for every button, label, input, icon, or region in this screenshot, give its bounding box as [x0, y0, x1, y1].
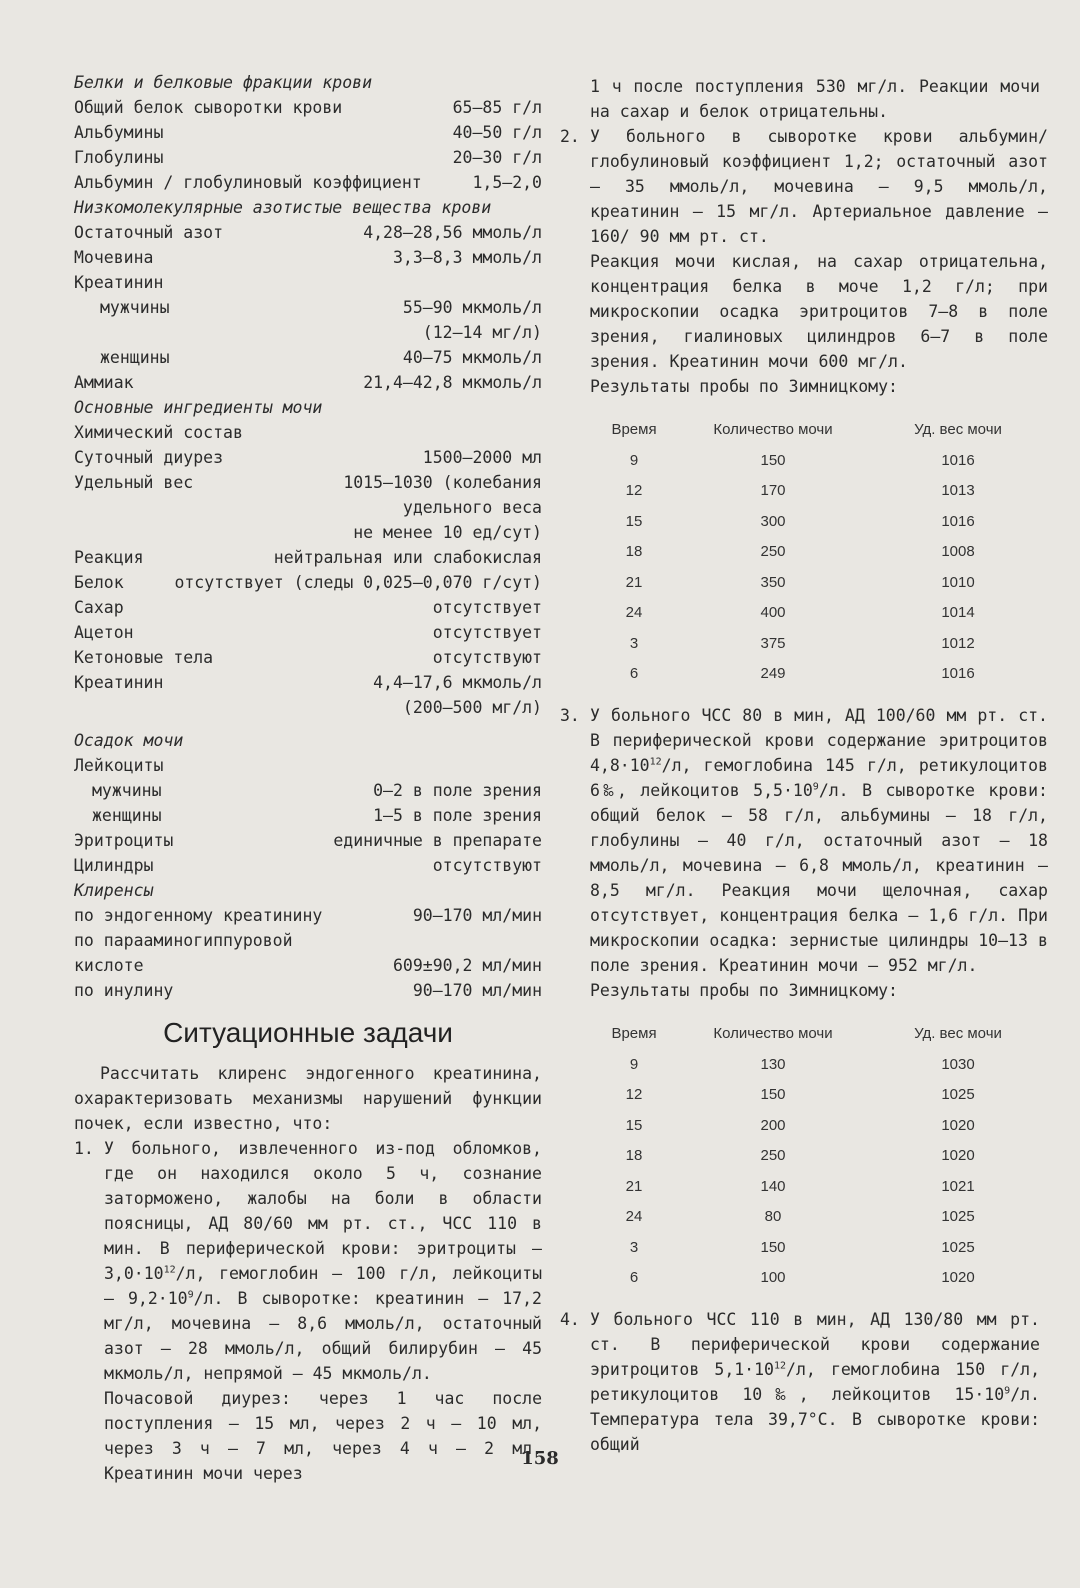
ref-row: мужчины 55–90 мкмоль/л: [100, 298, 542, 317]
table-cell: 1021: [941, 1177, 975, 1195]
task-paragraph: Результаты пробы по Зимницкому:: [590, 377, 898, 396]
ref-row: Химический состав: [74, 423, 243, 442]
table-cell: Уд. вес мочи: [914, 420, 1002, 438]
table-cell: 3: [629, 1238, 639, 1256]
table-cell: 1020: [941, 1116, 975, 1134]
ref-value-cont: удельного веса: [402, 498, 542, 517]
table-row: [590, 1141, 1048, 1172]
table-cell: 21: [625, 1177, 643, 1195]
table-cell: 9: [629, 451, 639, 469]
table-cell: 200: [760, 1116, 786, 1134]
task-paragraph: Реакция мочи кислая, на сахар отрицательна, концентрация белка в моче 1,2 г/л; при микроскопии осадка эритроцитов 7–8 в поле зрения, гиалиновых цилиндров 6–7 в поле зрения. Креатинин мочи 600 мг/л.: [590, 252, 1048, 371]
ref-row: Аммиак 21,4–42,8 мкмоль/л: [74, 373, 542, 392]
table-cell: 1010: [941, 573, 975, 591]
ref-row: Ацетон отсутствует: [74, 623, 542, 642]
table-header-row: [590, 1017, 1048, 1049]
ref-row: Эритроциты единичные в препарате: [74, 831, 542, 850]
ref-row: Кетоновые тела отсутствуют: [74, 648, 542, 667]
table-cell: 24: [625, 604, 643, 622]
table-row: [590, 1171, 1048, 1202]
table-cell: 12: [625, 482, 643, 500]
table-cell: 1014: [941, 604, 975, 622]
table-row: [590, 1232, 1048, 1263]
table-row: [590, 628, 1048, 659]
table-cell: 1020: [941, 1269, 975, 1287]
heading-sediment: Осадок мочи: [74, 731, 184, 750]
table-cell: 350: [760, 573, 786, 591]
ref-row: Цилиндры отсутствуют: [74, 856, 542, 875]
ref-value-cont: (12–14 мг/л): [422, 323, 542, 342]
task-paragraph: У больного ЧСС 110 в мин, АД 130/80 мм рт. ст. В периферической крови содержание эритроцитов $5,1\cdot 10^{12}/л$, гемоглобина 150 г/л, ретикулоцитов 10‰, лейкоцитов $15\cdot 10^9/л$. Температура тела 39,7°С. В сыворотке крови: общий: [590, 1310, 1040, 1454]
table-row: [590, 1110, 1048, 1141]
intro-paragraph: Рассчитать клиренс эндогенного креатинина, охарактеризовать механизмы нарушений функции почек, если известно, что:: [74, 1064, 542, 1133]
heading-nitrogen: Низкомолекулярные азотистые вещества крови: [74, 198, 492, 217]
ref-row: Лейкоциты: [74, 756, 164, 775]
task-1: [74, 1136, 542, 1486]
task-paragraph: У больного ЧСС 80 в мин, АД 100/60 мм рт. ст. В периферической крови содержание эритроцитов $4,8\cdot 10^{12}/л$, гемоглобина 145 г/л, ретикулоцитов 6‰, лейкоцитов $5,5\cdot 10^9/л$. В сыворотке крови: общий белок — 58 г/л, альбумины — 18 г/л, глобулины — 40 г/л, остаточный азот — 18 ммоль/л, мочевина — 6,8 ммоль/л, креатинин — 8,5 мг/л. Реакция мочи щелочная, сахар отсутствует, концентрация белка — 1,6 г/л. При микроскопии осадка: зернистые цилиндры 10–13 в поле зрения. Креатинин мочи — 952 мг/л.: [590, 706, 1048, 975]
table-row: [590, 537, 1048, 568]
table-cell: Количество мочи: [713, 420, 833, 438]
table-row: [590, 1080, 1048, 1111]
table-cell: Время: [611, 1024, 657, 1042]
task-paragraph: Почасовой диурез: через 1 час после поступления — 15 мл, через 2 ч — 10 мл, через 3 ч — 7 мл, через 4 ч — 2 мл. Креатинин мочи через: [104, 1389, 542, 1483]
ref-row: Белок отсутствует (следы 0,025–0,070 г/сут): [74, 573, 542, 592]
section-title: Ситуационные задачи: [163, 1017, 453, 1048]
ref-row: женщины 40–75 мкмоль/л: [100, 348, 542, 367]
table-cell: 249: [760, 665, 786, 683]
table-cell: 130: [760, 1055, 786, 1073]
table-row: [590, 659, 1048, 690]
table-cell: 400: [760, 604, 786, 622]
ref-row: Реакция нейтральная или слабокислая: [74, 548, 542, 567]
ref-row: по парааминогиппуровой: [74, 931, 293, 950]
table-row: [590, 506, 1048, 537]
ref-row: Креатинин: [74, 273, 164, 292]
ref-row: женщины 1–5 в поле зрения: [92, 806, 542, 825]
ref-value-cont: (200–500 мг/л): [402, 698, 542, 717]
heading-clearance: Клиренсы: [74, 881, 154, 900]
task-number: 2.: [560, 127, 580, 146]
ref-row: по эндогенному креатинину 90–170 мл/мин: [74, 906, 542, 925]
table-cell: 12: [625, 1086, 643, 1104]
ref-row: Альбумины 40–50 г/л: [74, 123, 542, 142]
table-cell: 250: [760, 1147, 786, 1165]
ref-row: Сахар отсутствует: [74, 598, 542, 617]
table-cell: 15: [625, 1116, 643, 1134]
table-cell: 21: [625, 573, 643, 591]
heading-proteins: Белки и белковые фракции крови: [74, 73, 373, 92]
task-paragraph: 1 ч после поступления 530 мг/л. Реакции мочи на сахар и белок отрицательны.: [590, 77, 1040, 121]
ref-row: Удельный вес 1015–1030 (колебания: [74, 473, 542, 492]
table-row: [590, 598, 1048, 629]
table-cell: 1013: [941, 482, 975, 500]
ref-row: Глобулины 20–30 г/л: [74, 148, 542, 167]
table-cell: 18: [625, 543, 643, 561]
table-cell: 1008: [941, 543, 975, 561]
right-column: [560, 74, 1048, 1457]
table-row: [590, 567, 1048, 598]
table-cell: 9: [629, 1055, 639, 1073]
task-paragraph: У больного в сыворотке крови альбумин/глобулиновый коэффициент 1,2; остаточный азот — 35 ммоль/л, мочевина — 9,5 ммоль/л, креатинин — 15 мг/л. Артериальное давление — 160/ 90 мм рт. ст.: [590, 127, 1048, 246]
zimnitsky-table: [590, 413, 1048, 689]
table-cell: 1025: [941, 1238, 975, 1256]
table-cell: 24: [625, 1208, 643, 1226]
task-number: 4.: [560, 1310, 580, 1329]
task-2: [560, 124, 1048, 689]
task-number: 3.: [560, 706, 580, 725]
table-cell: Уд. вес мочи: [914, 1024, 1002, 1042]
zimnitsky-table: [590, 1017, 1048, 1293]
table-cell: 140: [760, 1177, 786, 1195]
table-cell: 100: [760, 1269, 786, 1287]
left-column: [74, 70, 542, 1486]
table-cell: 250: [760, 543, 786, 561]
task-paragraph: У больного, извлеченного из-под обломков, где он находился около 5 ч, сознание заторможено, жалобы на боли в области поясницы, АД 80/60 мм рт. ст., ЧСС 110 в мин. В периферической крови: эритроциты — $3,0\cdot 10^{12}/л$, гемоглобин — 100 г/л, лейкоциты — $9,2\cdot 10^9/л$. В сыворотке: креатинин — 17,2 мг/л, мочевина — 8,6 ммоль/л, остаточный азот — 28 ммоль/л, общий билирубин — 45 мкмоль/л, непрямой — 45 мкмоль/л.: [104, 1139, 542, 1383]
table-cell: 170: [760, 482, 786, 500]
table-row: [590, 1049, 1048, 1080]
task-1-continued: [560, 74, 1040, 124]
table-cell: 375: [760, 634, 786, 652]
table-cell: 15: [625, 512, 643, 530]
table-cell: 3: [629, 634, 639, 652]
table-cell: 1020: [941, 1147, 975, 1165]
ref-value-cont: не менее 10 ед/сут): [353, 523, 542, 542]
table-row: [590, 445, 1048, 476]
ref-row: Суточный диурез 1500–2000 мл: [74, 448, 542, 467]
table-cell: 150: [760, 1238, 786, 1256]
table-cell: 6: [629, 665, 639, 683]
task-number: 1.: [74, 1139, 94, 1158]
table-cell: 1030: [941, 1055, 975, 1073]
ref-row: Общий белок сыворотки крови 65–85 г/л: [74, 98, 542, 117]
table-row: [590, 476, 1048, 507]
table-cell: 1016: [941, 512, 975, 530]
table-header-row: [590, 413, 1048, 445]
table-cell: 1016: [941, 451, 975, 469]
table-cell: 18: [625, 1147, 643, 1165]
ref-row: Мочевина 3,3–8,3 ммоль/л: [74, 248, 542, 267]
table-cell: 80: [764, 1208, 782, 1226]
table-cell: Количество мочи: [713, 1024, 833, 1042]
table-cell: 1012: [941, 634, 975, 652]
table-row: [590, 1263, 1048, 1294]
table-cell: 6: [629, 1269, 639, 1287]
ref-row: Альбумин / глобулиновый коэффициент 1,5–2,0: [74, 173, 542, 192]
table-cell: 1016: [941, 665, 975, 683]
table-cell: 150: [760, 1086, 786, 1104]
page-number: 158: [521, 1448, 559, 1469]
table-cell: 1025: [941, 1086, 975, 1104]
ref-row: Креатинин 4,4–17,6 мкмоль/л: [74, 673, 542, 692]
ref-row: кислоте 609±90,2 мл/мин: [74, 956, 542, 975]
ref-row: Остаточный азот 4,28–28,56 ммоль/л: [74, 223, 542, 242]
heading-urine: Основные ингредиенты мочи: [74, 398, 323, 417]
table-cell: 150: [760, 451, 786, 469]
task-paragraph: Результаты пробы по Зимницкому:: [590, 981, 898, 1000]
task-3: [560, 703, 1048, 1293]
ref-row: по инулину 90–170 мл/мин: [74, 981, 542, 1000]
table-cell: 300: [760, 512, 786, 530]
ref-row: мужчины 0–2 в поле зрения: [92, 781, 542, 800]
table-cell: Время: [611, 420, 657, 438]
table-cell: 1025: [941, 1208, 975, 1226]
table-row: [590, 1202, 1048, 1233]
task-4: [560, 1307, 1040, 1457]
